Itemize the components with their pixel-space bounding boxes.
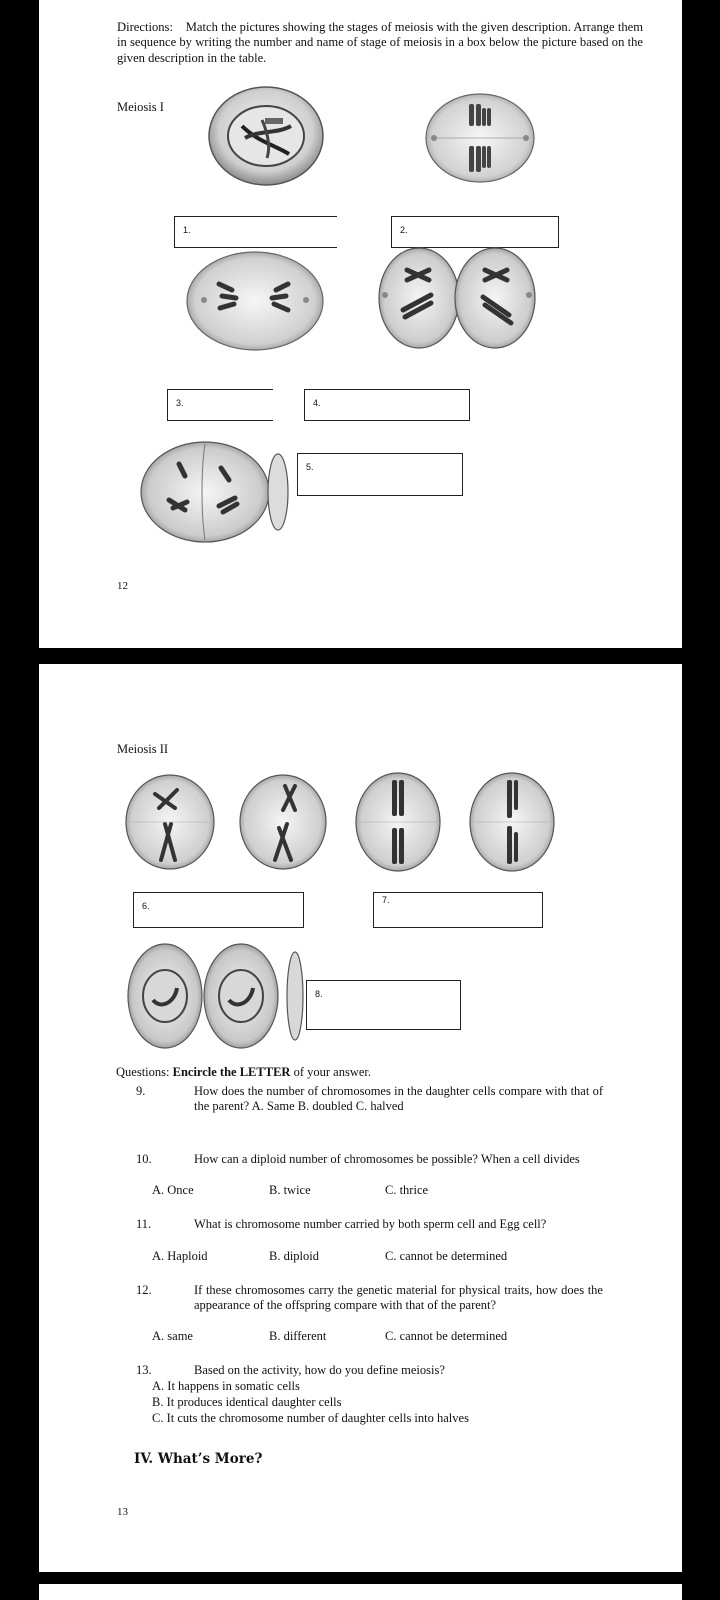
- option-c[interactable]: C. thrice: [385, 1183, 429, 1197]
- prophase-1-illustration: [207, 86, 325, 190]
- worksheet-page-13: [39, 664, 682, 1572]
- answer-box-2[interactable]: 2.: [391, 216, 559, 248]
- option-a[interactable]: A. same: [152, 1329, 193, 1343]
- anaphase-2-illustration: [355, 772, 441, 872]
- telophase-1-illustration: [377, 245, 537, 351]
- question-9: 9. How does the number of chromosomes in the daughter cells compare with that of the parent? A. Same B. doubled C. halved: [136, 1084, 603, 1113]
- question-10: 10. How can a diploid number of chromosomes be possible? When a cell divides A. Once B. twice C. thrice: [136, 1152, 580, 1197]
- question-11: 11. What is chromosome number carried by both sperm cell and Egg cell? A. Haploid B. diploid C. cannot be determined: [136, 1217, 547, 1263]
- next-page-edge: [39, 1584, 682, 1600]
- metaphase-2-illustration: [239, 774, 327, 870]
- option-c[interactable]: C. cannot be determined: [385, 1329, 508, 1343]
- metaphase-1-illustration: [424, 90, 536, 186]
- option-a[interactable]: A. Once: [152, 1183, 194, 1197]
- option-b[interactable]: B. It produces identical daughter cells: [152, 1395, 342, 1409]
- section-title-meiosis-1: Meiosis I: [117, 100, 164, 114]
- question-12: 12. If these chromosomes carry the genetic material for physical traits, how does the appearance of the offspring compare with that of the parent? A. same B. different C. cannot be determined: [136, 1283, 603, 1343]
- anaphase-1-illustration: [184, 250, 326, 352]
- answer-box-7[interactable]: 7.: [373, 892, 543, 928]
- question-13: 13. Based on the activity, how do you define meiosis? A. It happens in somatic cells B. It produces identical daughter cells C. It cuts the chromosome number of daughter cells into halves: [136, 1363, 469, 1425]
- option-b[interactable]: B. twice: [269, 1183, 311, 1197]
- answer-box-4[interactable]: 4.: [304, 389, 470, 421]
- section-title-meiosis-2: Meiosis II: [117, 742, 169, 756]
- next-section-heading: IV. What’s More?: [134, 1451, 263, 1467]
- option-c[interactable]: C. It cuts the chromosome number of daughter cells into halves: [152, 1411, 469, 1425]
- option-b[interactable]: B. different: [269, 1329, 327, 1343]
- prophase-2-illustration: [125, 774, 215, 870]
- option-a[interactable]: A. It happens in somatic cells: [152, 1379, 300, 1393]
- telophase-2-illustration: [469, 772, 555, 872]
- questions-heading: Questions: Encircle the LETTER of your answer.: [116, 1065, 371, 1079]
- worksheet-page-12: [39, 0, 682, 648]
- cytokinesis-illustration: [139, 440, 279, 544]
- four-daughter-cells-illustration: [127, 942, 303, 1050]
- option-c[interactable]: C. cannot be determined: [385, 1249, 508, 1263]
- option-a[interactable]: A. Haploid: [152, 1249, 208, 1263]
- option-b[interactable]: B. diploid: [269, 1249, 320, 1263]
- answer-box-5[interactable]: 5.: [297, 453, 463, 496]
- answer-box-8[interactable]: 8.: [306, 980, 461, 1030]
- answer-box-6[interactable]: 6.: [133, 892, 304, 928]
- directions: Directions: Match the pictures showing the stages of meiosis with the given description. Arrange them in sequence by writing the number and name of stage of meiosis in a box below the picture based on the given description in the table.: [117, 20, 643, 65]
- answer-box-1[interactable]: 1.: [174, 216, 337, 248]
- page-number: 13: [117, 1506, 128, 1518]
- page-number: 12: [117, 580, 128, 592]
- answer-box-3[interactable]: 3.: [167, 389, 273, 421]
